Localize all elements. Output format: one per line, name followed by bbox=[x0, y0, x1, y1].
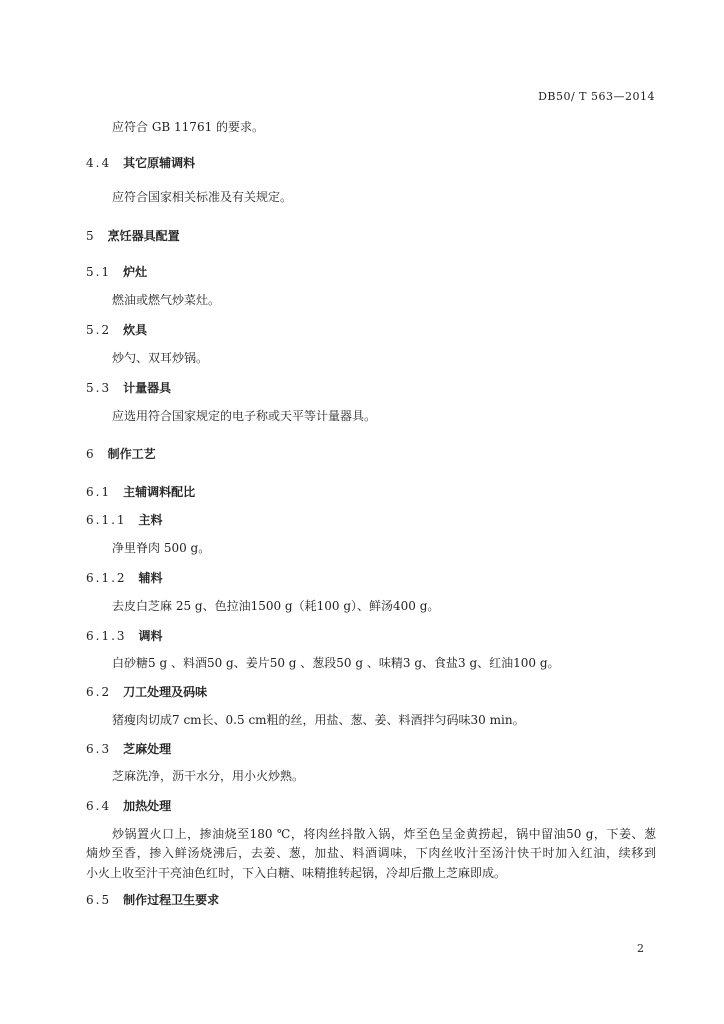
section-number: 6.4 bbox=[86, 799, 112, 813]
section-6-4-heading bbox=[86, 798, 171, 814]
section-title: 刀工处理及码味 bbox=[123, 685, 208, 699]
section-6-4-paragraph-line: 煵炒至香，掺入鲜汤烧沸后，去姜、葱，加盐、料酒调味，下肉丝收汁至汤汁快干时加入红油，续移到 bbox=[86, 846, 656, 860]
section-6-1-3-heading bbox=[86, 628, 163, 644]
section-title: 主料 bbox=[138, 513, 163, 527]
section-6-2-heading bbox=[86, 684, 207, 700]
section-number: 5.2 bbox=[86, 323, 112, 337]
section-title: 计量器具 bbox=[123, 381, 172, 395]
section-number: 6.1.3 bbox=[86, 629, 127, 643]
section-6-3-text: 芝麻洗净，沥干水分，用小火炒熟。 bbox=[112, 769, 305, 783]
section-5-1-heading bbox=[86, 264, 147, 280]
section-number: 4.4 bbox=[86, 156, 112, 170]
section-number: 6.3 bbox=[86, 742, 112, 756]
section-title: 炊具 bbox=[123, 323, 148, 337]
section-title: 芝麻处理 bbox=[123, 742, 172, 756]
section-5-1-text: 燃油或燃气炒菜灶。 bbox=[112, 293, 221, 307]
section-4-4-heading bbox=[86, 155, 195, 171]
section-5-2-text: 炒勺、双耳炒锅。 bbox=[112, 351, 209, 365]
section-number: 6.1.1 bbox=[86, 513, 127, 527]
intro-text: 应符合 GB 11761 的要求。 bbox=[112, 120, 265, 134]
section-number: 5 bbox=[86, 229, 96, 243]
section-6-1-1-heading bbox=[86, 512, 163, 528]
section-number: 5.3 bbox=[86, 381, 112, 395]
section-5-3-heading bbox=[86, 380, 171, 396]
section-number: 5.1 bbox=[86, 265, 112, 279]
section-4-4-text: 应符合国家相关标准及有关规定。 bbox=[112, 190, 293, 204]
section-title: 炉灶 bbox=[123, 265, 148, 279]
section-title: 加热处理 bbox=[123, 799, 172, 813]
section-5-heading bbox=[86, 228, 180, 244]
section-6-1-heading bbox=[86, 484, 195, 500]
section-6-5-heading bbox=[86, 892, 219, 908]
section-title: 制作过程卫生要求 bbox=[123, 893, 220, 907]
section-title: 调料 bbox=[138, 629, 163, 643]
section-number: 6 bbox=[86, 447, 96, 461]
section-title: 制作工艺 bbox=[107, 447, 156, 461]
section-6-1-2-heading bbox=[86, 570, 163, 586]
section-6-1-1-text: 净里脊肉 500 g。 bbox=[112, 541, 211, 555]
section-6-2-text: 猪瘦肉切成7 cm长、0.5 cm粗的丝，用盐、葱、姜、料酒拌匀码味30 min。 bbox=[112, 713, 525, 727]
section-number: 6.2 bbox=[86, 685, 112, 699]
section-title: 主辅调料配比 bbox=[123, 485, 196, 499]
section-5-2-heading bbox=[86, 322, 147, 338]
section-number: 6.1 bbox=[86, 485, 112, 499]
page-number: 2 bbox=[637, 942, 644, 955]
section-6-1-2-text: 去皮白芝麻 25 g、色拉油1500 g（耗100 g）、鲜汤400 g。 bbox=[112, 599, 440, 613]
section-title: 其它原辅调料 bbox=[123, 156, 196, 170]
section-5-3-text: 应选用符合国家规定的电子称或天平等计量器具。 bbox=[112, 409, 377, 423]
section-6-1-3-text: 白砂糖5 g 、料酒50 g、姜片50 g 、葱段50 g 、味精3 g、食盐3 g、红油100 g。 bbox=[112, 656, 560, 670]
section-title: 烹饪器具配置 bbox=[107, 229, 180, 243]
section-title: 辅料 bbox=[138, 571, 163, 585]
section-6-4-paragraph-line: 炒锅置火口上，掺油烧至180 ℃，将肉丝抖散入锅，炸至色呈金黄捞起，锅中留油50 g，下姜、葱 bbox=[112, 827, 656, 841]
section-number: 6.1.2 bbox=[86, 571, 127, 585]
section-6-4-paragraph-line: 小火上收至汁干亮油色红时，下入白糖、味精推转起锅，冷却后撒上芝麻即成。 bbox=[86, 866, 507, 880]
section-number: 6.5 bbox=[86, 893, 112, 907]
section-6-3-heading bbox=[86, 741, 171, 757]
section-6-heading bbox=[86, 446, 156, 462]
standard-code-header: DB50/ T 563—2014 bbox=[538, 90, 655, 103]
